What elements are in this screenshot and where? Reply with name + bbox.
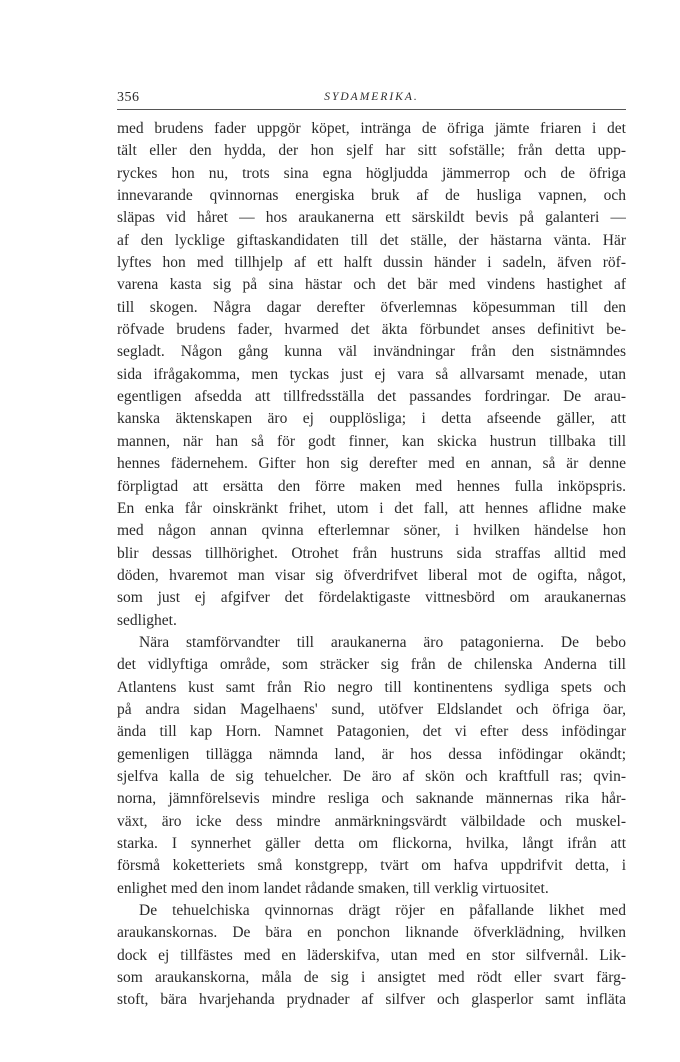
- text-line: som araukanskorna, måla de sig i ansigtet med rödt eller svart färg-: [117, 969, 626, 987]
- text-line: tält eller den hydda, der hon sjelf har sitt sofställe; från detta upp-: [117, 142, 626, 160]
- text-line: försmå koketteriets små konstgrepp, tvärt om hafva uppdrifvit detta, i: [117, 857, 626, 875]
- text-line: dock ej tillfästes med en läderskifva, utan med en stor silfvernål. Lik-: [117, 946, 626, 964]
- text-line: sedlighet.: [117, 611, 177, 629]
- header-rule: [117, 109, 626, 110]
- text-line: röfvade brudens fader, hvarmed det äkta förbundet anses definitivt be-: [117, 321, 626, 339]
- text-line: mannen, när han så för godt finner, kan skicka hustrun tillbaka till: [117, 432, 626, 450]
- text-line: af den lycklige giftaskandidaten till det ställe, der hästarna vänta. Här: [117, 231, 626, 249]
- text-line: starka. I synnerhet gäller detta om flickorna, hvilka, långt ifrån att: [117, 835, 626, 852]
- text-line: till skogen. Några dagar derefter öfverlemnas köpesumman till den: [117, 298, 626, 316]
- text-line: förpligtad att ersätta den förre maken med hennes fulla inköpspris.: [117, 477, 626, 495]
- text-line: stoft, bära hvarjehanda prydnader af silfver och glasperlor samt inflätа: [117, 991, 626, 1009]
- body-text: [117, 118, 626, 1012]
- text-line: hennes fädernehem. Gifter hon sig derefter med en annan, så är denne: [117, 455, 626, 473]
- text-line: sida ifrågakomma, men tyckas just ej vara så allvarsamt menade, utan: [117, 365, 626, 383]
- text-line: döden, hvaremot man visar sig öfverdrifvet liberal mot de ogifta, något,: [117, 566, 626, 584]
- text-line: araukanskornas. De bära en ponchon liknande öfverklädning, hvilken: [117, 924, 626, 942]
- text-line: släpas vid håret — hos araukanerna ett särskildt bevis på galanteri —: [117, 209, 626, 227]
- text-line: Atlantens kust samt från Rio negro till kontinentens sydliga spets och: [117, 678, 626, 696]
- text-line: ryckes hon nu, trots sina egna högljudda jämmerrop och de öfriga: [117, 164, 626, 182]
- running-title: SYDAMERIKA.: [324, 91, 419, 103]
- page-number: 356: [117, 90, 140, 105]
- text-line: innevarande qvinnornas energiska bruk af de husliga vapnen, och: [117, 187, 626, 205]
- text-line: En enka får oinskränkt frihet, utom i det fall, att hennes aflidne make: [117, 499, 626, 517]
- text-line: segladt. Någon gång kunna väl invändningar från den sistnämndes: [117, 343, 626, 361]
- text-line: kanska äktenskapen äro ej oupplösliga; i detta afseende gäller, att: [117, 410, 626, 428]
- text-line: blir dessas tillhörighet. Otrohet från hustruns sida straffas alltid med: [117, 544, 626, 562]
- text-line: med brudens fader uppgör köpet, inträngа de öfriga jämte friaren i det: [117, 120, 626, 137]
- text-line: Nära stamförvandter till araukanerna äro patagonierna. De bebo: [139, 633, 626, 651]
- text-line: som just ej afgifver det fördelaktigaste vittnesbörd om araukanernas: [117, 589, 626, 607]
- text-line: växt, äro icke dess mindre anmärkningsvärdt välbildade och muskel-: [117, 812, 626, 830]
- text-line: varena kasta sig på sina hästar och det bär med vindens hastighet af: [117, 276, 626, 294]
- text-line: norna, jämnförelsevis mindre resliga och saknande männernas rika hår-: [117, 790, 626, 808]
- text-line: gemenligen tillägga nämnda land, är hos dessa infödingar okändt;: [117, 745, 626, 763]
- text-line: De tehuelchiska qvinnornas drägt röjer en påfallande likhet med: [139, 902, 626, 920]
- text-line: med någon annan qvinna efterlemnar söner, i hvilken händelse hon: [117, 522, 626, 540]
- text-line: på andra sidan Magelhaens' sund, utöfver Eldslandet och öfriga öar,: [117, 700, 626, 718]
- text-line: ända till kap Horn. Namnet Patagonien, det vi efter dess infödingar: [117, 723, 626, 741]
- text-line: sjelfva kalla de sig tehuelcher. De äro af skön och kraftfull ras; qvin-: [117, 767, 626, 785]
- text-line: det vidlyftiga område, som sträcker sig från de chilenska Anderna till: [117, 656, 626, 674]
- text-line: lyftes hon med tillhjelp af ett halft dussin händer i sadeln, äfven röf-: [117, 254, 626, 272]
- text-line: enlighet med den inom landet rådande smaken, till verklig virtuositet.: [117, 879, 549, 897]
- text-line: egentligen afsedda att tillfredsställa det passandes fordringar. De arau-: [117, 388, 626, 406]
